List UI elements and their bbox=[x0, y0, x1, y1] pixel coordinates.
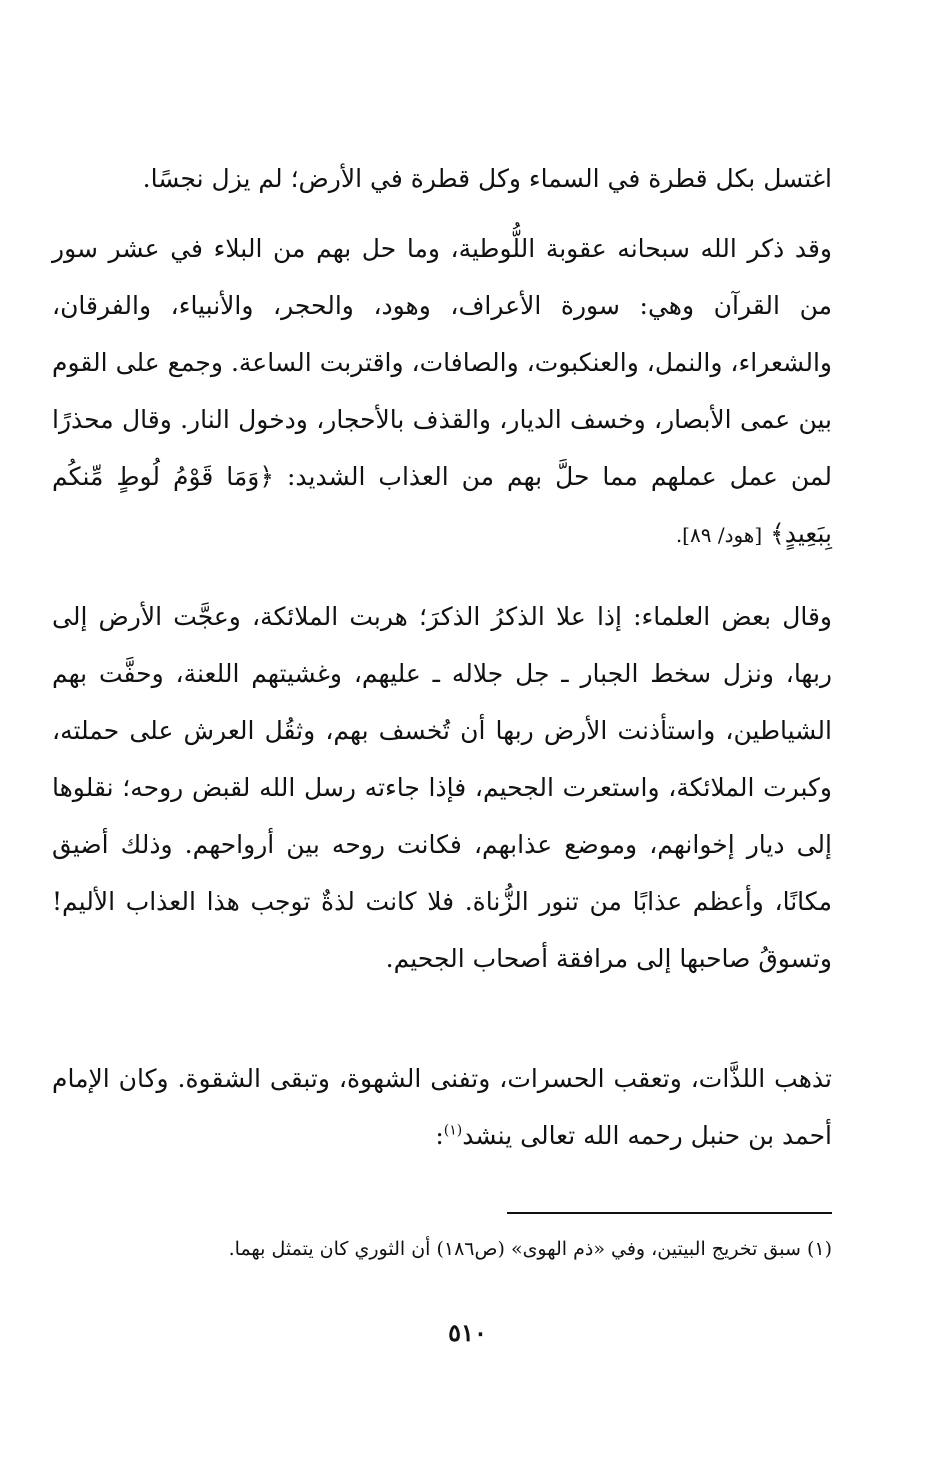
verse-reference: [هود/ ٨٩]. bbox=[675, 523, 763, 547]
paragraph-text: وقد ذكر الله سبحانه عقوبة اللُّوطية، وما حل بهم من البلاء في عشر سور من القرآن وهي: سورة الأعراف، وهود، والحجر، والأنبياء، والفرقان، والشعراء، والنمل، والعنكبوت، والصافات، واقتربت الساعة. وجمع على القوم بين عمى الأبصار، وخسف الديار، والقذف بالأحجار، ودخول النار. وقال محذرًا لمن عمل عملهم مما حلَّ بهم من العذاب الشديد: bbox=[52, 234, 832, 491]
paragraph-continuation bbox=[52, 150, 832, 207]
footnote bbox=[52, 1232, 832, 1266]
paragraph-text: وقال بعض العلماء: إذا علا الذكرُ الذكرَ؛ هربت الملائكة، وعجَّت الأرض إلى ربها، ونزل سخط الجبار ـ جل جلاله ـ عليهم، وغشيتهم اللعنة، وحفَّت بهم الشياطين، واستأذنت الأرض ربها أن تُخسف بهم، وثقُل العرش على حملته، وكبرت الملائكة، واستعرت الجحيم، فإذا جاءته رسل الله لقبض روحه؛ نقلوها إلى ديار إخوانهم، وموضع عذابهم، فكانت روحه بين أرواحهم. وذلك أضيق مكانًا، وأعظم عذابًا من تنور الزُّناة. فلا كانت لذةٌ توجب هذا العذاب الأليم! وتسوقُ صاحبها إلى مرافقة أصحاب الجحيم. bbox=[52, 602, 832, 973]
footnote-divider bbox=[507, 1212, 832, 1214]
paragraph-lut-punishment bbox=[52, 220, 832, 564]
footnote-text: (١) سبق تخريج البيتين، وفي «ذم الهوى» (ص١٨٦) أن الثوري كان يتمثل بهما. bbox=[228, 1238, 832, 1260]
paragraph-scholars-saying bbox=[52, 588, 832, 987]
paragraph-text: اغتسل بكل قطرة في السماء وكل قطرة في الأرض؛ لم يزل نجسًا. bbox=[142, 164, 832, 193]
paragraph-text: تذهب اللذَّات، وتعقب الحسرات، وتفنى الشهوة، وتبقى الشقوة. وكان الإمام أحمد بن حنبل رحمه الله تعالى ينشد bbox=[52, 1064, 832, 1150]
paragraph-end: : bbox=[435, 1121, 444, 1150]
footnote-marker: (١) bbox=[443, 1122, 463, 1139]
paragraph-pleasures bbox=[52, 1050, 832, 1164]
page-number: ٥١٠ bbox=[448, 1318, 487, 1347]
quran-verse: ﴿وَمَا قَوْمُ لُوطٍ مِّنكُم بِبَعِيدٍ﴾ bbox=[52, 462, 832, 548]
